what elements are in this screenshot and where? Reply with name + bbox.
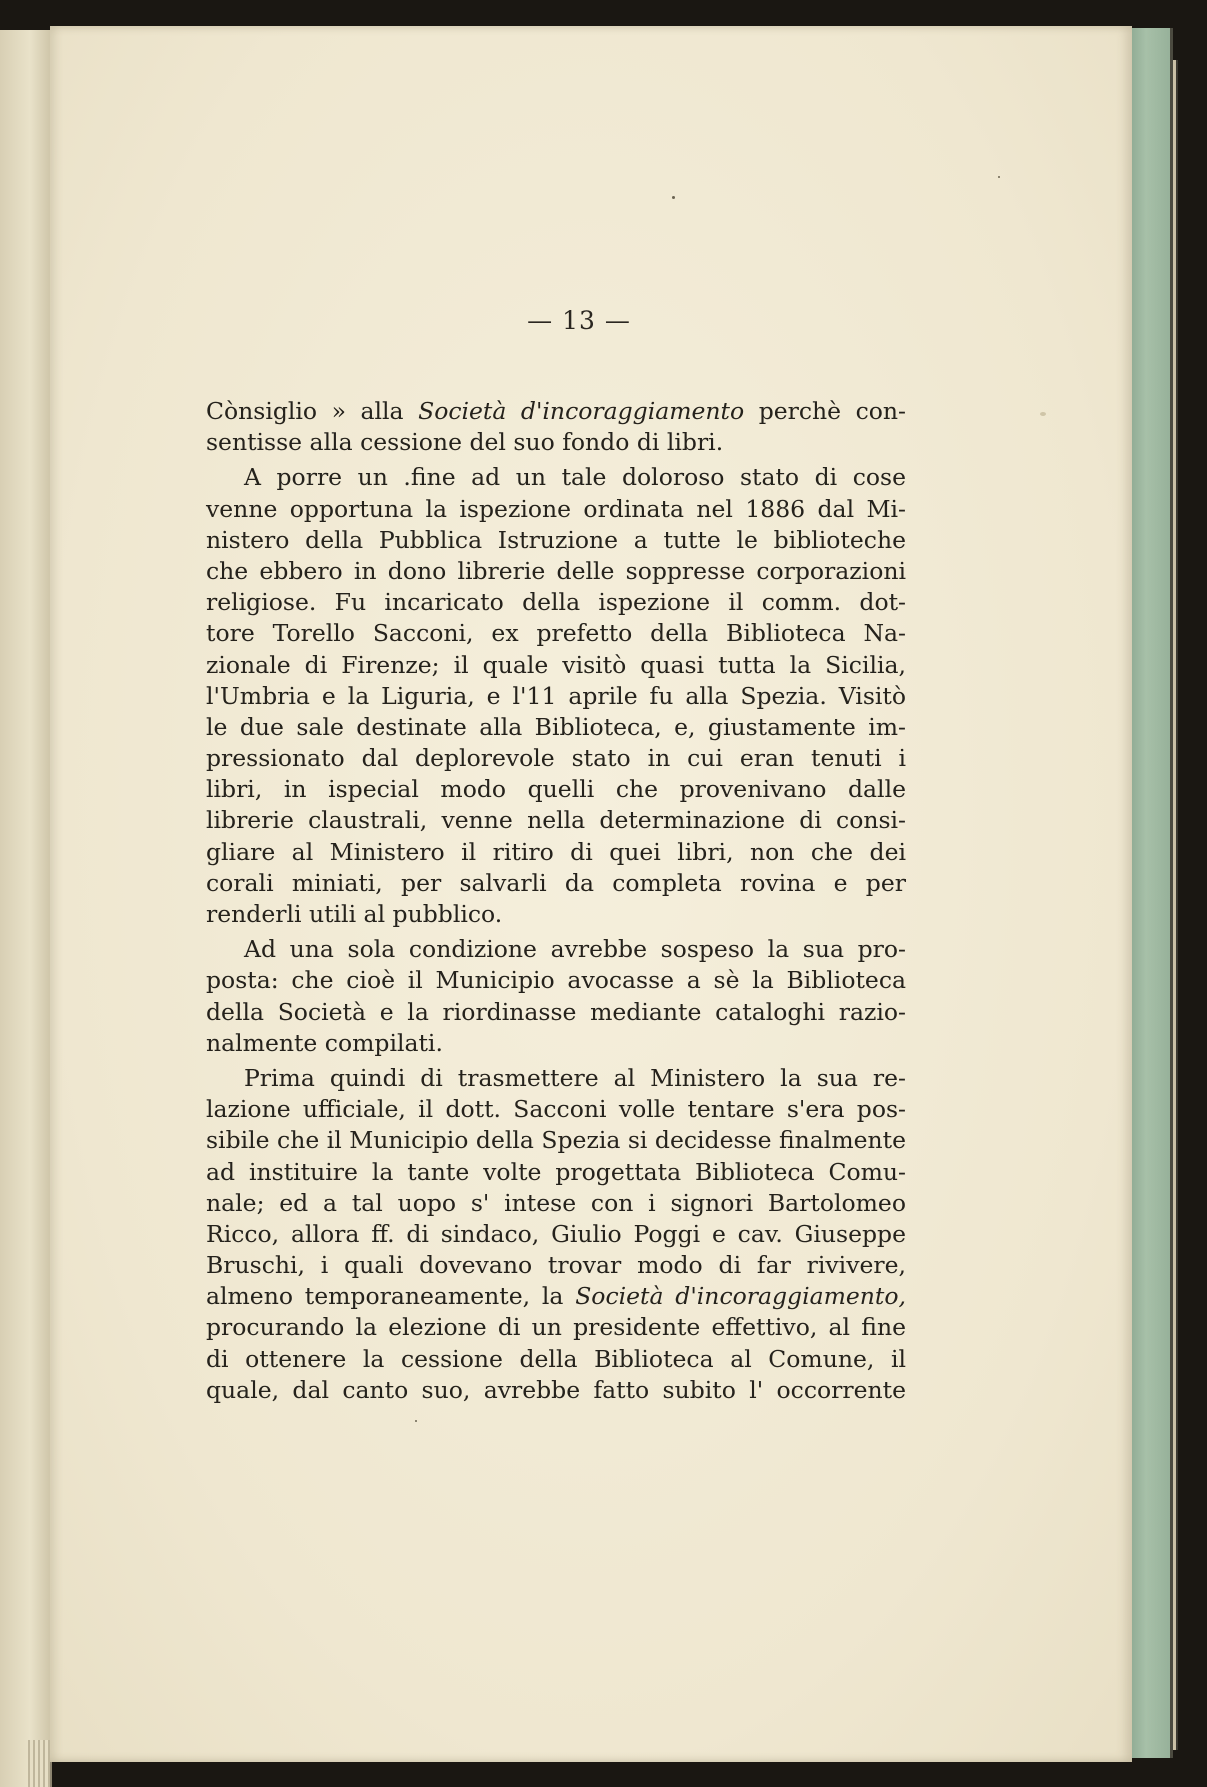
text-line: Cònsiglio » alla Società d'incoraggiamento perchè con- [206,397,906,425]
text-line: pressionato dal deplorevole stato in cui eran tenuti i [206,744,906,773]
text-line: Prima quindi di trasmettere al Ministero la sua re- [244,1063,906,1092]
text-line: librerie claustrali, venne nella determinazione di consi- [206,806,906,835]
paper-speck [672,196,675,199]
text-line: ad instituire la tante volte progettata Biblioteca Comu- [206,1157,906,1186]
text-line: religiose. Fu incaricato della ispezione il comm. dot- [206,588,906,617]
text-line: Bruschi, i quali dovevano trovar modo di far rivivere, [206,1251,906,1280]
text-line: nale; ed a tal uopo s' intese con i signori Bartolomeo [206,1188,906,1217]
paragraph [206,462,906,930]
paragraph [206,396,906,458]
text-line: zionale di Firenze; il quale visitò quasi tutta la Sicilia, [206,650,906,679]
text-line: nalmente compilati. [206,1028,443,1057]
text-line: tore Torello Sacconi, ex prefetto della Biblioteca Na- [206,619,906,648]
text-line: A porre un .fine ad un tale doloroso stato di cose [244,463,906,492]
paper-speck [1040,412,1046,416]
text-line: che ebbero in dono librerie delle soppresse corporazioni [206,556,906,585]
text-line: nistero della Pubblica Istruzione a tutte le biblioteche [206,525,906,554]
text-line: le due sale destinate alla Biblioteca, e, giustamente im- [206,712,906,741]
text-line: Ad una sola condizione avrebbe sospeso la sua pro- [244,935,906,964]
text-line: gliare al Ministero il ritiro di quei libri, non che dei [206,837,906,866]
text-line: Ricco, allora ff. di sindaco, Giulio Poggi e cav. Giuseppe [206,1219,906,1248]
text-line: renderli utili al pubblico. [206,900,503,928]
italic-phrase: Società d'incoraggiamento [418,397,745,425]
book-page [50,26,1132,1762]
text-line: procurando la elezione di un presidente effettivo, al fine [206,1313,906,1342]
italic-phrase: Società d'incoraggiamento, [575,1282,906,1311]
left-page-edge [0,30,52,1787]
text-line: lazione ufficiale, il dott. Sacconi volle tentare s'era pos- [206,1095,906,1124]
text-line: di ottenere la cessione della Biblioteca al Comune, il [206,1344,906,1373]
paper-speck [998,176,1000,178]
text-line: almeno temporaneamente, la Società d'incoraggiamento, [206,1282,906,1311]
left-page-stack [28,1740,50,1787]
text-line: venne opportuna la ispezione ordinata nel 1886 dal Mi- [206,494,906,523]
text-line: corali miniati, per salvarli da completa rovina e per [206,868,906,897]
text-line: sibile che il Municipio della Spezia si decidesse finalmente [206,1126,906,1155]
text-line: libri, in ispecial modo quelli che provenivano dalle [206,775,906,804]
page-number: — 13 — [527,306,631,335]
text-line: quale, dal canto suo, avrebbe fatto subito l' occorrente [206,1375,906,1404]
text-line: della Società e la riordinasse mediante cataloghi razio- [206,997,906,1026]
text-line: posta: che cioè il Municipio avocasse a sè la Biblioteca [206,966,906,995]
green-binding-edge [1130,28,1173,1758]
body-text [206,396,906,1406]
paragraph [206,1063,906,1406]
paper-speck [415,1420,417,1422]
text-line: sentisse alla cessione del suo fondo di libri. [206,428,724,457]
paragraph [206,934,906,1059]
text-line: l'Umbria e la Liguria, e l'11 aprile fu alla Spezia. Visitò [206,681,906,710]
